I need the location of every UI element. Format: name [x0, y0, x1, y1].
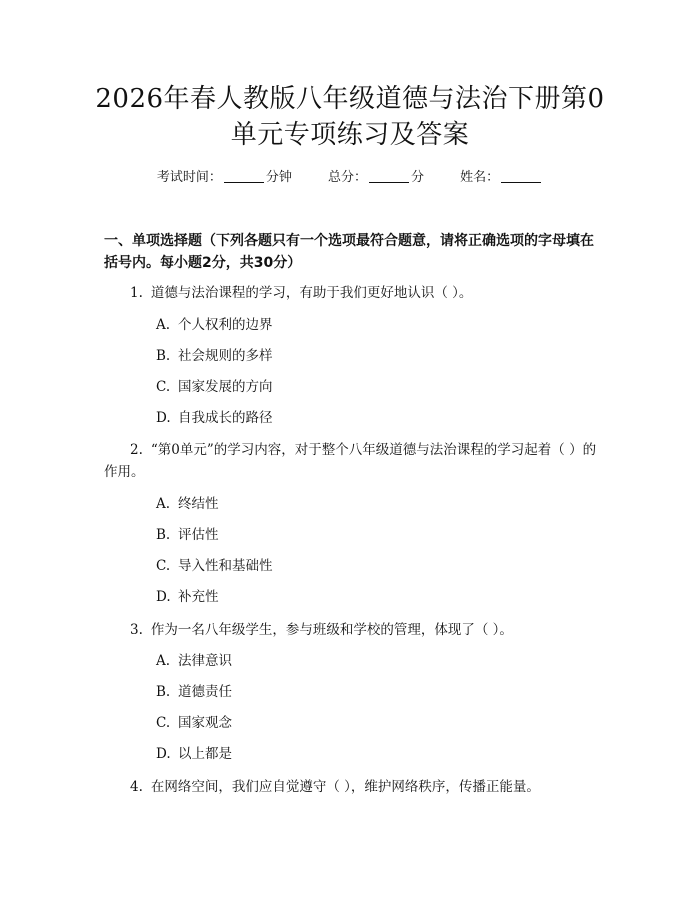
option-letter: B.: [156, 684, 171, 700]
student-name-label: 姓名：: [460, 170, 500, 185]
question-text: 作为一名八年级学生，参与班级和学校的管理，体现了（ ）。: [150, 622, 513, 638]
exam-time-unit: 分钟: [265, 170, 292, 185]
option-letter: D.: [156, 589, 171, 605]
option-3d: [156, 744, 232, 764]
exam-info-row: [0, 168, 700, 188]
option-letter: C.: [156, 715, 171, 731]
option-2d: [156, 587, 219, 607]
option-text: 补充性: [178, 589, 219, 605]
total-score-label: 总分：: [327, 170, 367, 185]
option-2b: [156, 525, 219, 545]
total-score-unit: 分: [411, 170, 425, 185]
option-text: 导入性和基础性: [178, 558, 273, 574]
page-title-line-1: 2026年春人教版八年级道德与法治下册第0: [95, 84, 605, 114]
question-1: [130, 282, 610, 304]
option-text: 自我成长的路径: [178, 410, 273, 426]
option-3a: [156, 651, 232, 671]
option-letter: D.: [156, 746, 171, 762]
option-text: 个人权利的边界: [178, 317, 273, 333]
question-2: [104, 439, 604, 483]
option-1c: [156, 377, 273, 397]
student-name-field: [460, 170, 543, 185]
option-letter: C.: [156, 558, 171, 574]
page-title-line-2: 单元专项练习及答案: [230, 120, 470, 150]
question-number: 3.: [130, 622, 143, 638]
question-text: 道德与法治课程的学习，有助于我们更好地认识（ ）。: [150, 285, 473, 301]
student-name-blank: [501, 168, 541, 183]
option-1d: [156, 408, 273, 428]
option-text: 国家观念: [178, 715, 232, 731]
question-3: [130, 619, 610, 641]
option-2c: [156, 556, 273, 576]
option-1b: [156, 346, 273, 366]
question-4: [130, 776, 610, 798]
option-text: 评估性: [178, 527, 219, 543]
option-text: 道德责任: [178, 684, 232, 700]
total-score-field: [328, 170, 428, 185]
option-3c: [156, 713, 232, 733]
option-3b: [156, 682, 232, 702]
option-text: 国家发展的方向: [178, 379, 273, 395]
option-letter: B.: [156, 348, 171, 364]
option-text: 以上都是: [178, 746, 232, 762]
option-letter: A.: [156, 317, 171, 333]
total-score-blank: [369, 168, 409, 183]
option-text: 社会规则的多样: [178, 348, 273, 364]
option-letter: B.: [156, 527, 171, 543]
option-text: 终结性: [178, 496, 219, 512]
option-letter: C.: [156, 379, 171, 395]
option-2a: [156, 494, 219, 514]
exam-time-field: [157, 170, 296, 185]
option-text: 法律意识: [178, 653, 232, 669]
question-number: 1.: [130, 285, 143, 301]
option-letter: D.: [156, 410, 171, 426]
option-1a: [156, 315, 273, 335]
option-letter: A.: [156, 496, 171, 512]
question-number: 2.: [130, 442, 143, 458]
section-heading: 一、单项选择题（下列各题只有一个选项最符合题意，请将正确选项的字母填在括号内。每小题2分，共30分）: [104, 233, 594, 271]
exam-time-label: 考试时间：: [156, 170, 222, 185]
question-text: “第0单元”的学习内容，对于整个八年级道德与法治课程的学习起着（ ）的作用。: [104, 442, 597, 480]
question-number: 4.: [130, 779, 143, 795]
option-letter: A.: [156, 653, 171, 669]
exam-time-blank: [224, 168, 264, 183]
question-text: 在网络空间，我们应自觉遵守（ ），维护网络秩序，传播正能量。: [150, 779, 540, 795]
